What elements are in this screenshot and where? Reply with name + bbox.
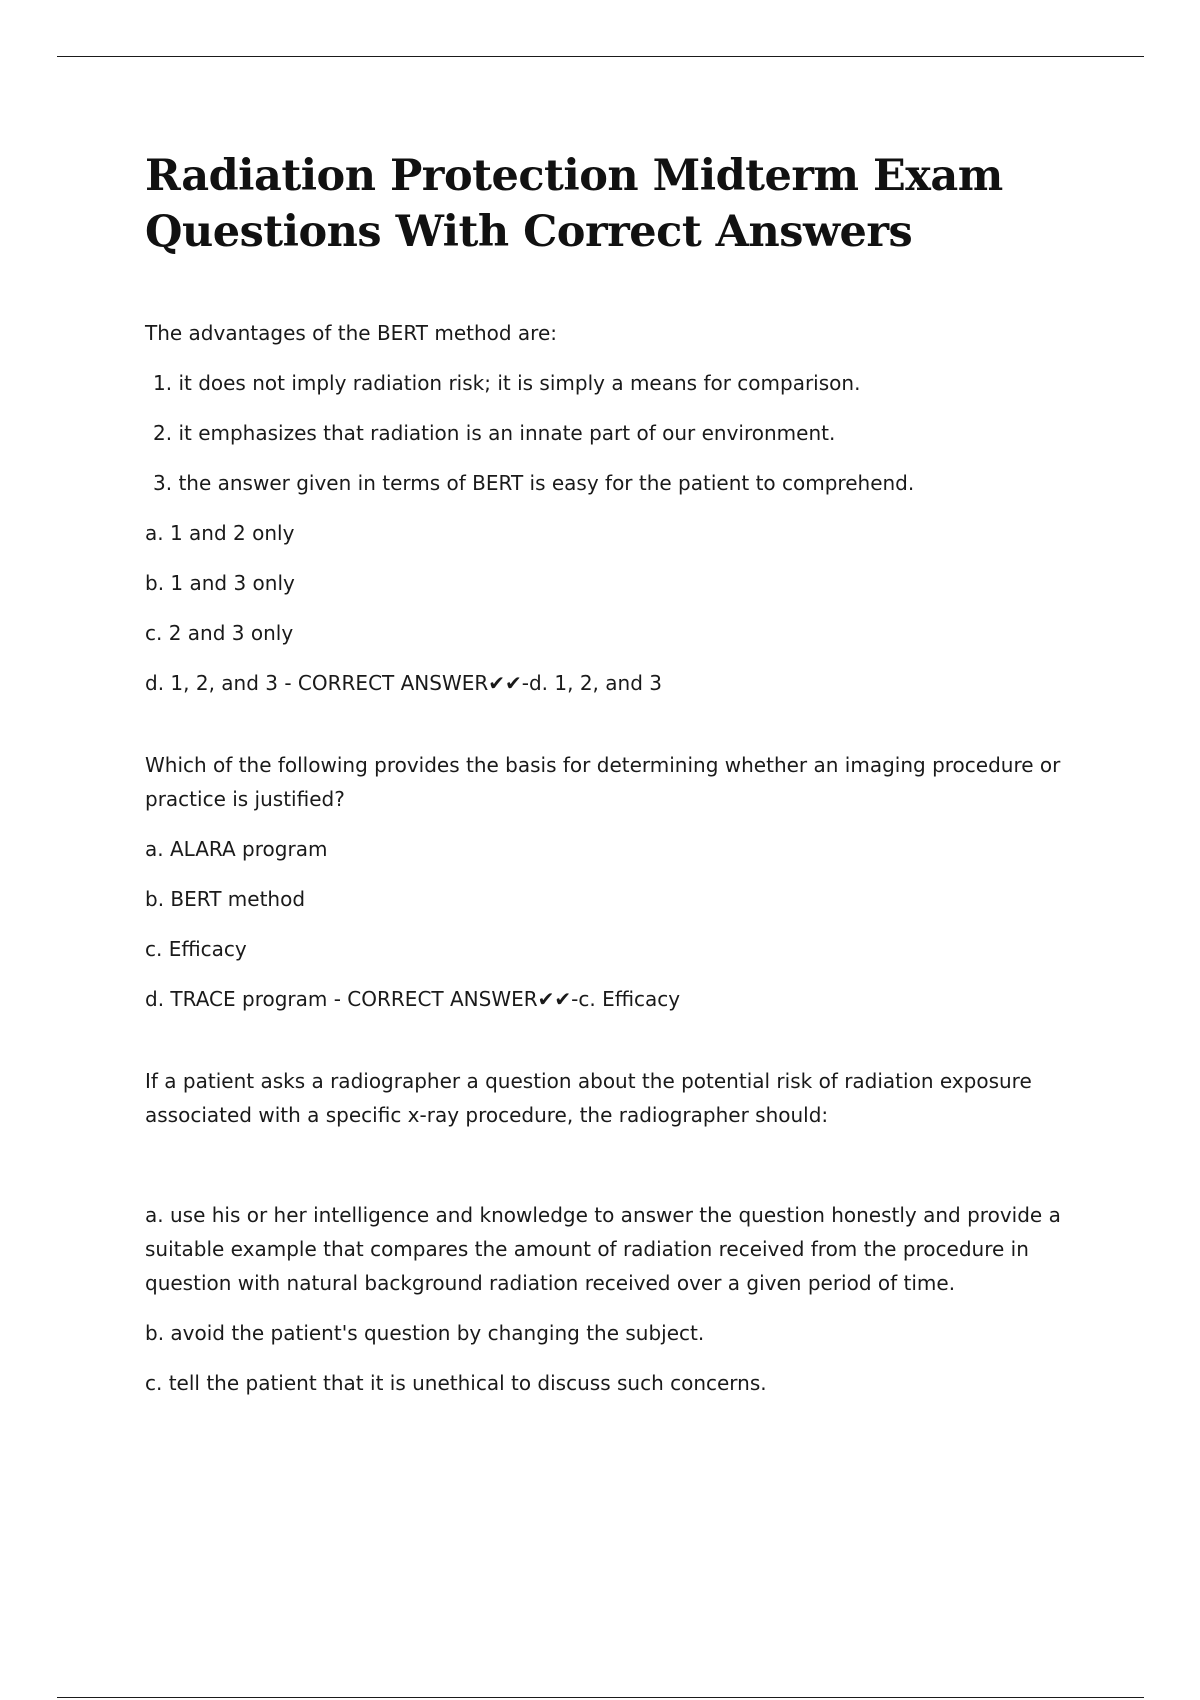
question-stem: Which of the following provides the basis for determining whether an imaging procedure or practice is justified? <box>145 753 1061 811</box>
answer-option: a. use his or her intelligence and knowledge to answer the question honestly and provide a suitable example that compares the amount of radiation received from the procedure in question with natural background radiation received over a given period of time. <box>145 1203 1061 1295</box>
answer-option: a. 1 and 2 only <box>145 521 295 545</box>
document-body <box>145 148 1080 1448</box>
answer-option: b. 1 and 3 only <box>145 571 295 595</box>
answer-option: b. BERT method <box>145 887 306 911</box>
question-stem: The advantages of the BERT method are: <box>145 321 558 345</box>
answer-option-with-correct-answer: d. TRACE program - CORRECT ANSWER✔✔-c. Efficacy <box>145 987 681 1011</box>
question-stem: If a patient asks a radiographer a question about the potential risk of radiation exposure associated with a specific x-ray procedure, the radiographer should: <box>145 1069 1032 1127</box>
document-title: Radiation Protection Midterm Exam Questions With Correct Answers <box>145 151 1003 257</box>
answer-option: b. avoid the patient's question by changing the subject. <box>145 1321 705 1345</box>
header-rule <box>57 56 1144 57</box>
answer-option: c. 2 and 3 only <box>145 621 294 645</box>
answer-option: c. Efficacy <box>145 937 247 961</box>
question-statement: 2. it emphasizes that radiation is an innate part of our environment. <box>153 421 836 445</box>
spacer <box>145 1148 1080 1198</box>
answer-option: c. tell the patient that it is unethical to discuss such concerns. <box>145 1371 767 1395</box>
question-statement: 3. the answer given in terms of BERT is easy for the patient to comprehend. <box>153 471 915 495</box>
question-1 <box>145 316 1080 700</box>
question-statement: 1. it does not imply radiation risk; it is simply a means for comparison. <box>153 371 861 395</box>
footer-rule <box>57 1697 1144 1698</box>
question-3 <box>145 1064 1080 1400</box>
answer-option-with-correct-answer: d. 1, 2, and 3 - CORRECT ANSWER✔✔-d. 1, 2, and 3 <box>145 671 662 695</box>
question-2 <box>145 748 1080 1016</box>
answer-option: a. ALARA program <box>145 837 328 861</box>
